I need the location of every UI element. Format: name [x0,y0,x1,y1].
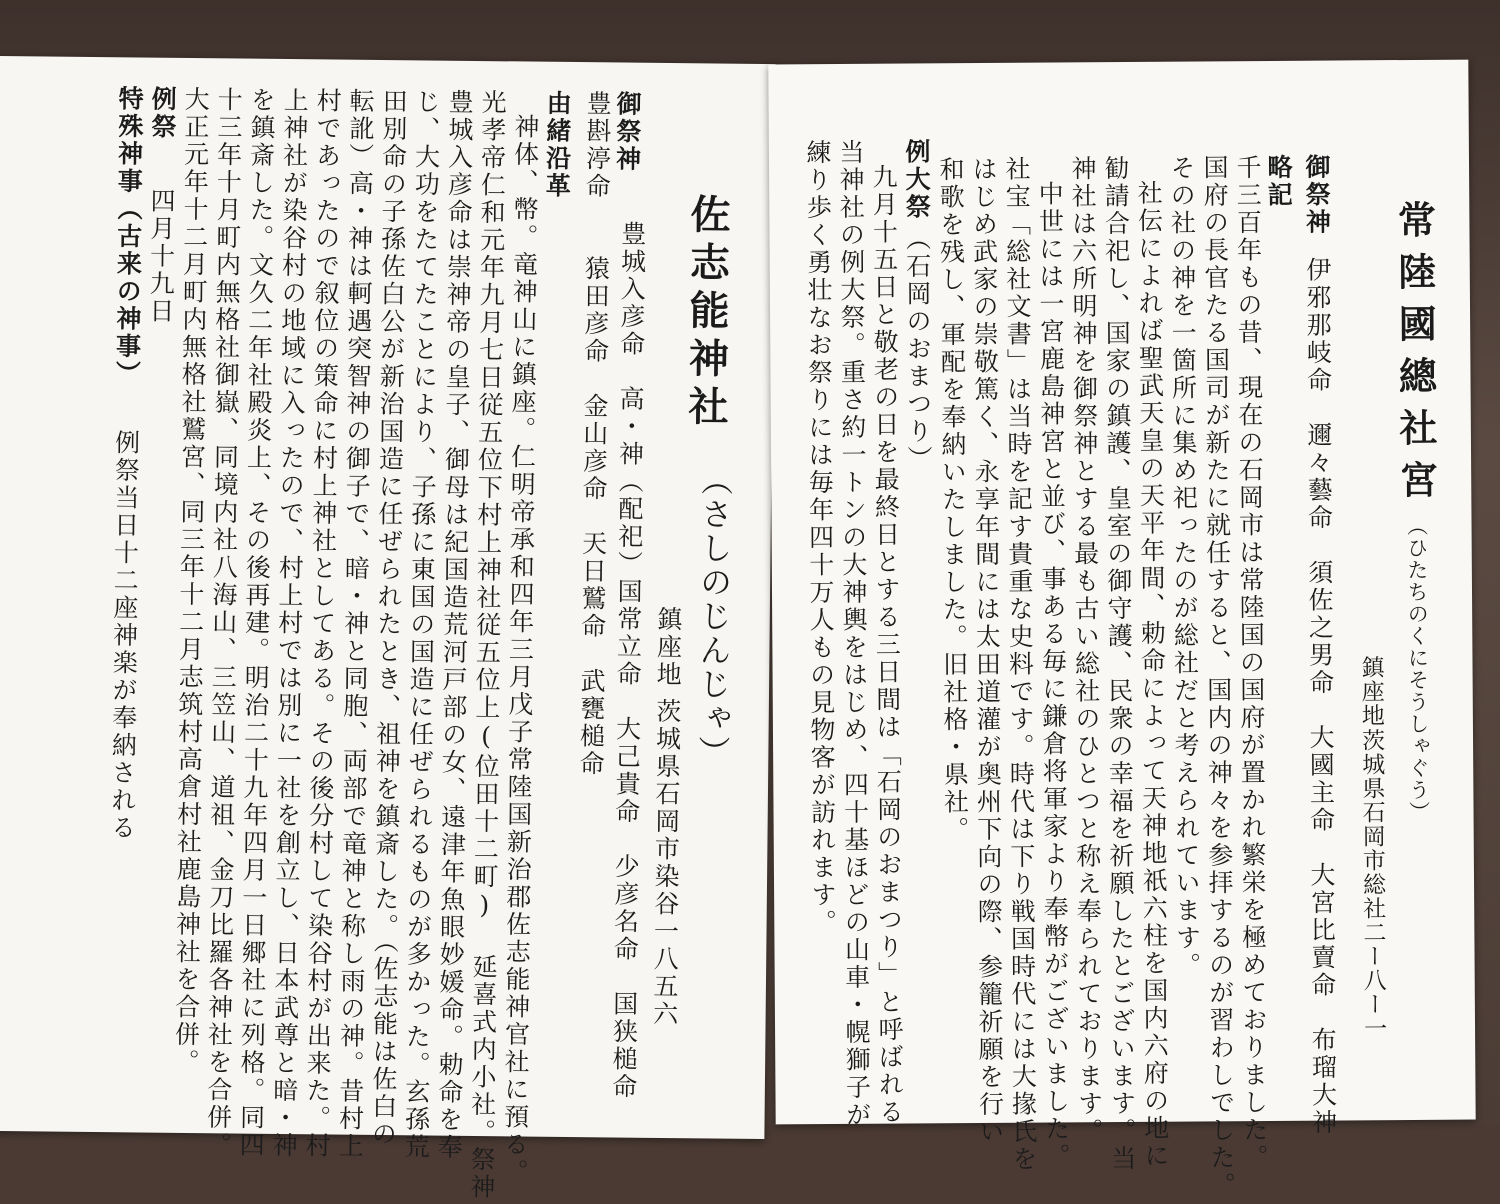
right-summary-heading: 略記 [1263,153,1294,209]
left-deities-line1: 豊城入彦命 高・神（配祀）国常立命 大己貴命 少彦名命 国狭槌命 [608,220,647,1101]
history-line: 光孝帝仁和元年九月七日従五位下村上神社従五位上(位田十二町) 延喜式内小社。祭神 [466,89,508,1202]
history-line: 上神社が染谷村の地域に入ったので、村上村では別に一社を創立し、日本武尊と暗・神 [269,86,310,1160]
right-deities-text: 伊邪那岐命 邇々藝命 須佐之男命 大國主命 大宮比賣命 布瑠大神 [1302,256,1338,1137]
summary-line: はじめ武家の崇敬篤く、永享年間には太田道灌が奥州下向の際、参籠祈願を行い [968,155,1005,1147]
left-history-heading: 由緒沿革 [542,89,573,200]
sashino-shrine-card [0,56,776,1202]
hitachi-sosha-shrine-card [768,60,1475,1200]
left-festival-heading: 例祭 [147,85,178,141]
right-festival-heading: 例大祭 [901,138,932,222]
summary-line: 中世には一宮鹿島神宮と並び、事ある毎に鎌倉将軍家より奉幣がございました。 [1035,180,1072,1171]
history-line: 大正元年十二月町内無格社鷲宮、同三年十二月志筑村高倉村社鹿島神社を合併。 [170,85,211,1077]
right-location-address: 茨城県石岡市総社二ー八ー一 [1357,728,1387,1041]
right-festival-sub: （石岡のおまつり） [902,225,934,474]
left-special-heading: 特殊神事（古来の神事） [112,85,145,388]
history-line: 転訛）高・神は軻遇突智神の御子で、暗・神と同胞、両部で竜神と称し雨の神。昔村上 [335,87,376,1161]
left-deities-line2: 豊斟渟命 猿田彦命 金山彦命 天日鷲命 武甕槌命 [576,90,613,778]
history-line: 田別命の子孫佐白公が新治国造に任ぜられたとき、祖神を鎮斎した。（佐志能は佐白の [368,87,409,1149]
summary-line: 神社は六所明神を御祭神とする最も古い総社のひとつと称え奉られております。 [1067,155,1104,1146]
left-special-text: 例祭当日十二座神楽が奉納される [107,429,141,842]
left-deities-heading: 御祭神 [612,90,643,174]
history-line: 神体、幣。竜神山に鎮座。仁明帝承和四年三月戊子常陸国新治郡佐志能神官社に預る。 [499,113,541,1187]
history-line: じ、大功をたてたことにより、子孫に東国の国造に任ぜられるものが多かった。玄孫荒 [401,88,442,1162]
history-line: 豊城入彦命は崇神帝の皇子、御母は紀国造荒河戸部の女、遠津年魚眼妙媛命。勅命を奉 [434,88,475,1162]
left-location-label: 鎮座地 [653,605,683,689]
summary-line: 社宝「総社文書」は当時を記す貴重な史料です。時代は下り戦国時代には大掾氏を [1001,155,1039,1174]
festival-line: 当神社の例大祭。重さ約一トンの大神輿をはじめ、四十基ほどの山車・幌獅子が [835,138,872,1129]
right-deities-heading: 御祭神 [1301,153,1332,237]
summary-line: 和歌を残し、軍配を奉納いたしました。旧社格・県社。 [935,156,970,844]
summary-line: 国府の長官たる国司が新たに就任すると、国内の神々を参拝するのが習わしでした。 [1199,154,1237,1200]
summary-line: 千三百年もの昔、現在の石岡市は常陸国の国府が置かれ繁栄を極めておりました。 [1232,154,1270,1172]
festival-line: 練り歩く勇壮なお祭りには毎年四十万人もの見物客が訪れます。 [802,139,838,937]
history-line: 十三年十月町内無格社御嶽、同境内社八海山、三笠山、道祖、金刀比羅各神社を合併。 [203,86,244,1159]
history-line: を鎮斎した。文久二年社殿炎上、その後再建。明治二十九年四月一日郷社に列格。同四 [236,86,277,1160]
left-location-address: 茨城県石岡市染谷一八五六 [649,697,682,1029]
left-card-title-reading: （さしのじんじゃ） [693,463,735,770]
left-card-title: 佐志能神社 [681,193,732,434]
summary-line: 社伝によれば聖武天皇の天平年間、勅命によって天神地祇六柱を国内六府の地に [1134,179,1171,1170]
history-line: 村であったので叙位の策命に村上神社としてある。その後分村して染谷村が出来た。村 [302,87,343,1161]
right-location-label: 鎮座地 [1357,655,1384,728]
festival-line: 九月十五日と敬老の日を最終日とする三日間は「石岡のおまつり」と呼ばれる [869,163,905,1127]
summary-line: その社の神を一箇所に集め祀ったのが総社だと考えられています。 [1166,154,1202,980]
summary-line: 勧請合祀し、国家の鎮護、皇室の御守護、民衆の幸福を祈願したとございます。当 [1100,154,1138,1173]
right-card-title: 常陸國總社宮 [1391,199,1439,513]
right-card-title-reading: （ひたちのくにそうしゃぐう） [1404,514,1431,824]
left-festival-date: 四月十九日 [145,187,177,326]
